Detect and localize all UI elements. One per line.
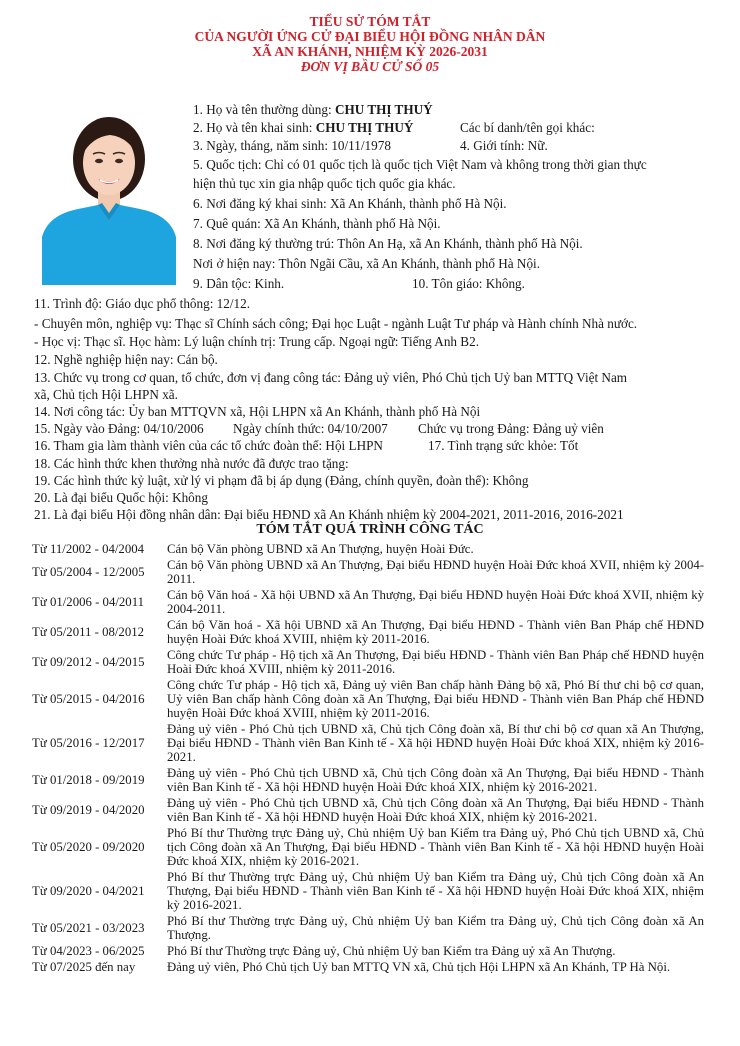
table-row <box>32 795 704 825</box>
full-name-birth-value: CHU THỊ THUÝ <box>315 120 414 135</box>
religion: 10. Tôn giáo: Không. <box>412 276 525 291</box>
state-awards: 18. Các hình thức khen thưởng nhà nước đã được trao tặng: <box>34 456 349 471</box>
career-description: Phó Bí thư Thường trực Đảng uỷ, Chủ nhiệm Uỷ ban Kiểm tra Đảng uỷ, Phó Chủ tịch UBND xã, Chủ tịch Công đoàn xã An Thượng, Đại biểu HĐND - Thành viên Ban Kinh tế - Xã hội HĐND huyện Hoài Đức khoá XIX, nhiệm kỳ 2016-2021. <box>167 826 704 868</box>
career-description: Đảng uỷ viên - Phó Chủ tịch UBND xã, Chủ tịch Công đoàn xã An Thượng, Đại biểu HĐND - Thành viên Ban Kinh tế - Xã hội HĐND huyện Hoài Đức khoá XIX, nhiệm kỳ 2016-2021. <box>167 796 704 824</box>
career-description: Cán bộ Văn phòng UBND xã An Thượng, huyện Hoài Đức. <box>167 542 474 556</box>
title-line-3: XÃ AN KHÁNH, NHIỆM KỲ 2026-2031 <box>252 44 488 59</box>
current-occupation: 12. Nghề nghiệp hiện nay: Cán bộ. <box>34 352 218 367</box>
organization-membership: 16. Tham gia làm thành viên của các tổ chức đoàn thể: Hội LHPN <box>34 438 383 453</box>
career-period: Từ 09/2019 - 04/2020 <box>32 803 145 817</box>
career-description: Đảng uỷ viên - Phó Chủ tịch UBND xã, Chủ tịch Công đoàn xã An Thượng, Đại biểu HĐND - Thành viên Ban Kinh tế - Xã hội HĐND huyện Hoài Đức khoá XIX, nhiệm kỳ 2016-2021. <box>167 766 704 794</box>
table-row <box>32 913 704 943</box>
birth-date: 3. Ngày, tháng, năm sinh: 10/11/1978 <box>193 138 391 153</box>
nationality-line-1: 5. Quốc tịch: Chỉ có 01 quốc tịch là quốc tịch Việt Nam và không trong thời gian thực <box>193 157 647 172</box>
hometown: 7. Quê quán: Xã An Khánh, thành phố Hà Nội. <box>193 216 441 231</box>
career-period: Từ 11/2002 - 04/2004 <box>32 542 145 556</box>
career-period: Từ 04/2023 - 06/2025 <box>32 944 145 958</box>
table-row <box>32 587 704 617</box>
career-period: Từ 01/2006 - 04/2011 <box>32 595 145 609</box>
national-assembly-deputy: 20. Là đại biểu Quốc hội: Không <box>34 490 208 505</box>
career-period: Từ 07/2025 đến nay <box>32 960 136 974</box>
table-row <box>32 557 704 587</box>
career-description: Đảng uỷ viên - Phó Chủ tịch UBND xã, Chủ tịch Công đoàn xã, Bí thư chi bộ cơ quan xã An Thượng, Đại biểu HĐND - Thành viên Ban Kinh tế - Xã hội HĐND huyện Hoài Đức khoá XIX, nhiệm kỳ 2016-2021. <box>167 722 704 764</box>
career-period: Từ 05/2020 - 09/2020 <box>32 840 145 854</box>
career-period: Từ 05/2004 - 12/2005 <box>32 565 145 579</box>
career-description: Công chức Tư pháp - Hộ tịch xã An Thượng, Đại biểu HĐND - Thành viên Ban Pháp chế HĐND huyện Hoài Đức khoá XVIII, nhiệm kỳ 2011-2016. <box>167 648 704 676</box>
disciplinary-actions: 19. Các hình thức kỷ luật, xử lý vi phạm đã bị áp dụng (Đảng, chính quyền, đoàn thể): Không <box>34 473 529 488</box>
degree-politics-language: - Học vị: Thạc sĩ. Học hàm: Lý luận chính trị: Trung cấp. Ngoại ngữ: Tiếng Anh B2. <box>34 334 479 349</box>
career-description: Phó Bí thư Thường trực Đảng uỷ, Chủ nhiệm Uỷ ban Kiểm tra Đảng uỷ xã An Thượng. <box>167 944 616 958</box>
workplace: 14. Nơi công tác: Ủy ban MTTQVN xã, Hội LHPN xã An Khánh, thành phố Hà Nội <box>34 404 481 419</box>
table-row <box>32 959 704 975</box>
table-row <box>32 541 704 557</box>
career-table <box>32 541 704 975</box>
document-title <box>0 14 740 74</box>
education-level: 11. Trình độ: Giáo dục phổ thông: 12/12. <box>34 296 251 311</box>
current-residence: Nơi ở hiện nay: Thôn Ngãi Cầu, xã An Khánh, thành phố Hà Nội. <box>193 256 541 271</box>
portrait-icon <box>38 97 180 285</box>
career-description: Phó Bí thư Thường trực Đảng uỷ, Chủ nhiệm Uỷ ban Kiểm tra Đảng uỷ, Chủ tịch Công đoàn xã An Thượng. <box>167 914 704 942</box>
table-row <box>32 765 704 795</box>
portrait-photo <box>38 97 180 285</box>
table-row <box>32 943 704 959</box>
career-period: Từ 09/2012 - 04/2015 <box>32 655 145 669</box>
party-admission-date: 15. Ngày vào Đảng: 04/10/2006 <box>34 421 204 436</box>
career-period: Từ 05/2021 - 03/2023 <box>32 921 145 935</box>
position-line-2: xã, Chủ tịch Hội LHPN xã. <box>34 387 178 402</box>
title-line-1: TIỂU SỬ TÓM TẮT <box>309 14 431 29</box>
career-period: Từ 01/2018 - 09/2019 <box>32 773 145 787</box>
table-row <box>32 825 704 869</box>
peoples-council-deputy: 21. Là đại biểu Hội đồng nhân dân: Đại biểu HĐND xã An Khánh nhiệm kỳ 2004-2021, 2011-2016, 2016-2021 <box>34 507 624 522</box>
alias-label: Các bí danh/tên gọi khác: <box>460 120 595 135</box>
full-name-common-value: CHU THỊ THUÝ <box>334 102 433 117</box>
birth-registration: 6. Nơi đăng ký khai sinh: Xã An Khánh, thành phố Hà Nội. <box>193 196 507 211</box>
career-description: Công chức Tư pháp - Hộ tịch xã, Đảng uỷ viên Ban chấp hành Đảng bộ xã, Phó Bí thư chi bộ cơ quan, Uỷ viên Ban chấp hành Công đoàn xã An Thượng, Đại biểu HĐND - Thành viên Ban Pháp chế HĐND huyện Hoài Đức khoá XVIII, nhiệm kỳ 2011-2016. <box>167 678 704 720</box>
career-heading: TÓM TẮT QUÁ TRÌNH CÔNG TÁC <box>256 522 484 537</box>
career-description: Cán bộ Văn phòng UBND xã An Thượng, Đại biểu HĐND huyện Hoài Đức khoá XVII, nhiệm kỳ 2004-2011. <box>167 558 704 586</box>
ethnicity: 9. Dân tộc: Kinh. <box>193 276 285 291</box>
table-row <box>32 677 704 721</box>
career-description: Phó Bí thư Thường trực Đảng uỷ, Chủ nhiệm Uỷ ban Kiểm tra Đảng uỷ, Chủ tịch Công đoàn xã An Thượng, Đại biểu HĐND - Thành viên Ban Kinh tế - Xã hội HĐND huyện Hoài Đức khoá XIX, nhiệm kỳ 2016-2021. <box>167 870 704 912</box>
career-period: Từ 05/2016 - 12/2017 <box>32 736 145 750</box>
career-description: Cán bộ Văn hoá - Xã hội UBND xã An Thượng, Đại biểu HĐND huyện Hoài Đức khoá XVII, nhiệm kỳ 2004-2011. <box>167 588 704 616</box>
health-status: 17. Tình trạng sức khỏe: Tốt <box>428 438 579 453</box>
full-name-birth: 2. Họ và tên khai sinh: CHU THỊ THUÝ <box>193 120 414 135</box>
career-period: Từ 09/2020 - 04/2021 <box>32 884 145 898</box>
position-line-1: 13. Chức vụ trong cơ quan, tổ chức, đơn vị đang công tác: Đảng uỷ viên, Phó Chủ tịch Uỷ ban MTTQ Việt Nam <box>34 370 628 385</box>
career-period: Từ 05/2011 - 08/2012 <box>32 625 145 639</box>
career-description: Đảng uỷ viên, Phó Chủ tịch Uỷ ban MTTQ VN xã, Chủ tịch Hội LHPN xã An Khánh, TP Hà Nội. <box>167 960 671 974</box>
table-row <box>32 869 704 913</box>
party-position: Chức vụ trong Đảng: Đảng uỷ viên <box>418 421 604 436</box>
table-row <box>32 721 704 765</box>
permanent-residence: 8. Nơi đăng ký thường trú: Thôn An Hạ, xã An Khánh, thành phố Hà Nội. <box>193 236 583 251</box>
professional-qualification: - Chuyên môn, nghiệp vụ: Thạc sĩ Chính sách công; Đại học Luật - ngành Luật Tư pháp và Hành chính Nhà nước. <box>34 316 638 331</box>
gender: 4. Giới tính: Nữ. <box>460 138 548 153</box>
party-official-date: Ngày chính thức: 04/10/2007 <box>233 421 388 436</box>
full-name-common: 1. Họ và tên thường dùng: CHU THỊ THUÝ <box>193 102 433 117</box>
career-description: Cán bộ Văn hoá - Xã hội UBND xã An Thượng, Đại biểu HĐND - Thành viên Ban Pháp chế HĐND huyện Hoài Đức khoá XVIII, nhiệm kỳ 2011-2016. <box>167 618 704 646</box>
table-row <box>32 647 704 677</box>
career-period: Từ 05/2015 - 04/2016 <box>32 692 145 706</box>
table-row <box>32 617 704 647</box>
nationality-line-2: hiện thủ tục xin gia nhập quốc tịch quốc gia khác. <box>193 176 456 191</box>
title-line-4: ĐƠN VỊ BẦU CỬ SỐ 05 <box>300 59 440 74</box>
title-line-2: CỦA NGƯỜI ỨNG CỬ ĐẠI BIỂU HỘI ĐỒNG NHÂN DÂN <box>194 29 546 44</box>
